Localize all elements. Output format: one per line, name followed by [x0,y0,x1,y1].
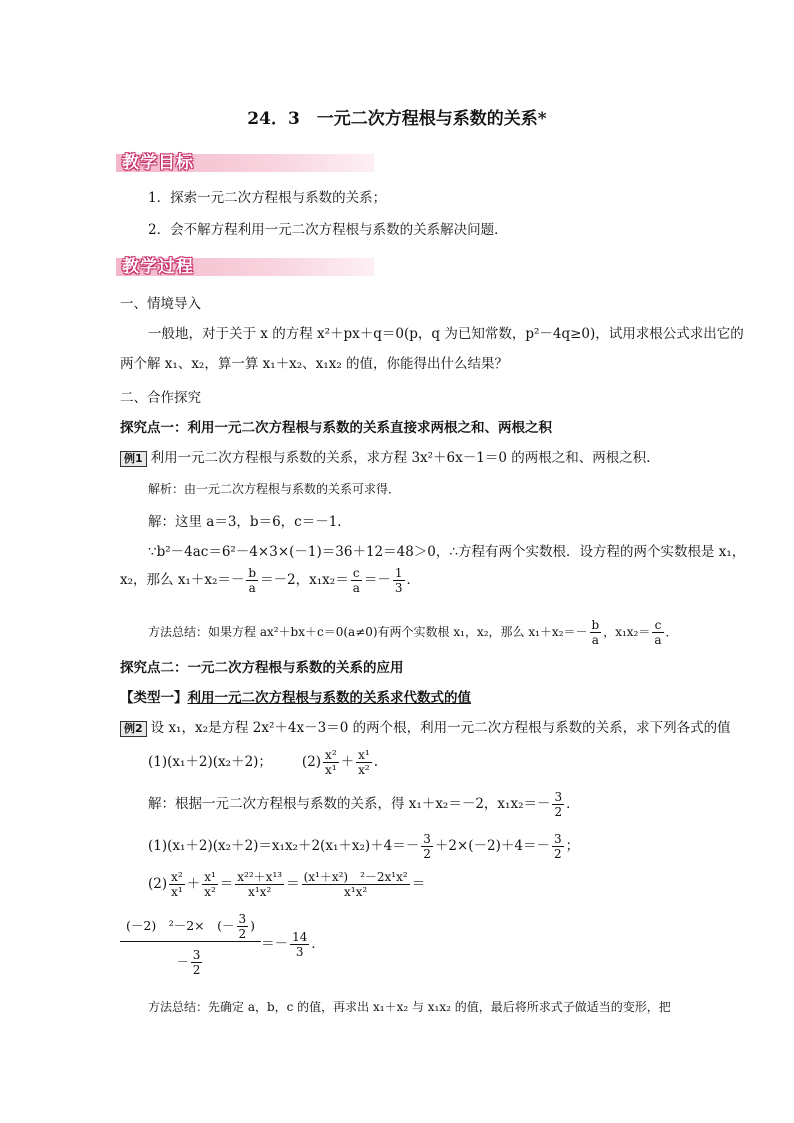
text-run: ＝－2，x₁x₂＝ [260,572,349,588]
goal-item-1: 1．探索一元二次方程根与系数的关系； [148,190,387,206]
text-run: ． [665,625,678,639]
intro-paragraph-line-1: 一般地，对于关于 x 的方程 x²＋px＋q＝0(p，q 为已知常数，p²－4q≥0)，试用求根公式求出它的 [148,326,744,342]
section-2-heading: 二、合作探究 [120,390,201,406]
denominator: a [248,581,256,595]
text-run: ＋2×(－2)＋4＝－ [434,838,550,854]
fraction [323,748,339,777]
denominator: 2 [423,847,431,861]
text-run: ； [565,838,580,854]
example-2-step-1 [148,832,579,861]
denominator: a [654,633,662,647]
example-2-tag: 例2 [120,721,147,737]
numerator: c [351,566,362,581]
numerator: 3 [192,948,201,962]
numerator: 3 [423,832,431,846]
fraction-c-over-a [652,618,663,647]
goals-banner [116,148,374,174]
example-2-summary: 方法总结：先确定 a，b，c 的值，再求出 x₁＋x₂ 与 x₁x₂ 的值，最后将所求式子做适当的变形，把 [148,1000,671,1014]
numerator: (x¹＋x²) ²－2x¹x² [303,870,408,884]
fraction-b-over-a [246,566,258,595]
intro-paragraph-line-2: 两个解 x₁、x₂，算一算 x₁＋x₂、x₁x₂ 的值，你能得出什么结果？ [120,356,509,372]
process-banner [116,252,374,278]
numerator: x¹ [204,870,216,884]
text-run: (1)(x₁＋2)(x₂＋2)＝x₁x₂＋2(x₁＋x₂)＋4＝－ [148,838,420,854]
example-1-summary [148,618,678,647]
process-banner-label: 教学过程 [122,257,194,277]
fraction-3-over-2 [191,948,203,977]
type-1-title: 利用一元二次方程根与系数的关系求代数式的值 [187,690,471,706]
fraction-c-over-a [351,566,362,595]
fraction [202,870,218,899]
fraction-3-over-2 [237,912,249,941]
fraction [235,870,284,899]
text-run: (2) [148,876,168,892]
fraction [169,870,185,899]
text-run: 方法总结：如果方程 ax²＋bx＋c＝0(a≠0)有两个实数根 x₁，x₂，那么 x₁＋x₂＝－ [148,625,588,639]
denominator: x¹ [171,885,183,899]
text-run: ． [566,796,580,812]
text-run: x₂，那么 x₁＋x₂＝－ [120,572,245,588]
denominator: 3 [394,581,403,595]
example-2-text: 设 x₁，x₂是方程 2x²＋4x－3＝0 的两个根，利用一元二次方程根与系数的关系，求下列各式的值 [150,720,731,736]
numerator: b [591,618,600,632]
fraction-3-over-2 [552,790,564,819]
example-1-solution-3 [120,566,420,595]
denominator: 2 [238,927,247,941]
numerator: 3 [554,832,562,846]
numerator: 14 [292,930,308,944]
text-run: ． [406,572,420,588]
numerator: x² [325,748,337,762]
denominator: x¹x² [248,885,272,899]
text-run: ＝－ [261,936,289,952]
example-2-questions: (1)(x₁＋2)(x₂＋2)； (2) $\frac{\text{x²}}{\text{x¹}}$ ＋ $\frac{\text{x¹}}{\text{x²}}$ . [148,748,378,777]
fraction-b-over-a [590,618,602,647]
numerator: x²²＋x¹³ [237,870,283,884]
example-1-solution-2: ∵b²－4ac＝6²－4×3×(－1)＝36＋12＝48＞0，∴方程有两个实数根．设方程的两个实数根是 x₁， [148,544,746,560]
denominator: x² [358,763,370,777]
section-1-heading: 一、情境导入 [120,296,201,312]
fraction-14-over-3 [290,930,309,959]
numerator: 3 [554,790,563,804]
denominator: 3 [295,945,304,959]
fraction [356,748,372,777]
numerator: b [248,566,257,580]
example-1-solution-1: 解：这里 a＝3，b＝6，c＝－1． [148,514,351,530]
example-1-tag: 例1 [120,451,147,467]
example-1-text: 利用一元二次方程根与系数的关系，求方程 3x²＋6x－1＝0 的两根之和、两根之积． [150,450,660,466]
goal-item-2: 2．会不解方程利用一元二次方程根与系数的关系解决问题． [148,222,508,238]
fraction-3-over-2 [552,832,564,861]
example-2-step-2: (2) $\frac{\text{x²}}{\text{x¹}}$ ＋ $\frac{\text{x¹}}{\text{x²}}$ ＝ $\frac{\text{x²²＋x¹³}}{\text{x¹x²}}$ ＝ $\frac{\text{(x¹＋x²) ²－2x¹x²}}{\text{x¹x²}}$ ＝ [148,870,426,899]
numerator: 3 [238,912,247,926]
denominator: x² [204,885,216,899]
big-denominator: － $\frac{3}{2}$ [176,948,201,977]
example-1-analysis: 解析：由一元二次方程根与系数的关系可求得． [148,482,401,496]
example-2 [120,716,731,737]
fraction-1-over-3 [393,566,405,595]
goals-banner-label: 教学目标 [122,153,194,173]
denominator: 2 [554,805,563,819]
text-run: ＝－ [363,572,391,588]
question-2: (2) [301,754,322,770]
numerator: 1 [394,566,403,580]
text-run: 解：根据一元二次方程根与系数的关系，得 x₁＋x₂＝－2，x₁x₂＝－ [148,796,551,812]
denominator: 2 [192,963,201,977]
example-1 [120,446,660,467]
point-1-heading: 探究点一：利用一元二次方程根与系数的关系直接求两根之和、两根之积 [120,420,552,436]
denominator: 2 [554,847,562,861]
point-2-heading: 探究点二：一元二次方程根与系数的关系的应用 [120,660,404,676]
denominator: a [591,633,599,647]
type-1-bracket: 【类型一】 [120,690,188,706]
type-1-heading [120,686,471,706]
text-run: ) [250,918,256,933]
page-title: 24．3 一元二次方程根与系数的关系* [247,109,547,129]
denominator: a [352,581,360,595]
example-2-solution-intro [148,790,580,819]
big-numerator [120,912,261,942]
text-run: ，x₁x₂＝ [603,625,651,639]
fraction-3-over-2 [421,832,433,861]
text-run: (－2) ²－2× (－ [126,918,235,933]
denominator: x¹ [325,763,337,777]
question-1: (1)(x₁＋2)(x₂＋2)； [148,754,272,770]
big-fraction [120,912,261,977]
numerator: x¹ [358,748,370,762]
numerator: c [652,618,663,633]
example-2-final [120,912,325,977]
numerator: x² [171,870,183,884]
text-run: ． [311,936,325,952]
fraction [302,870,410,899]
denominator: x¹x² [344,885,368,899]
